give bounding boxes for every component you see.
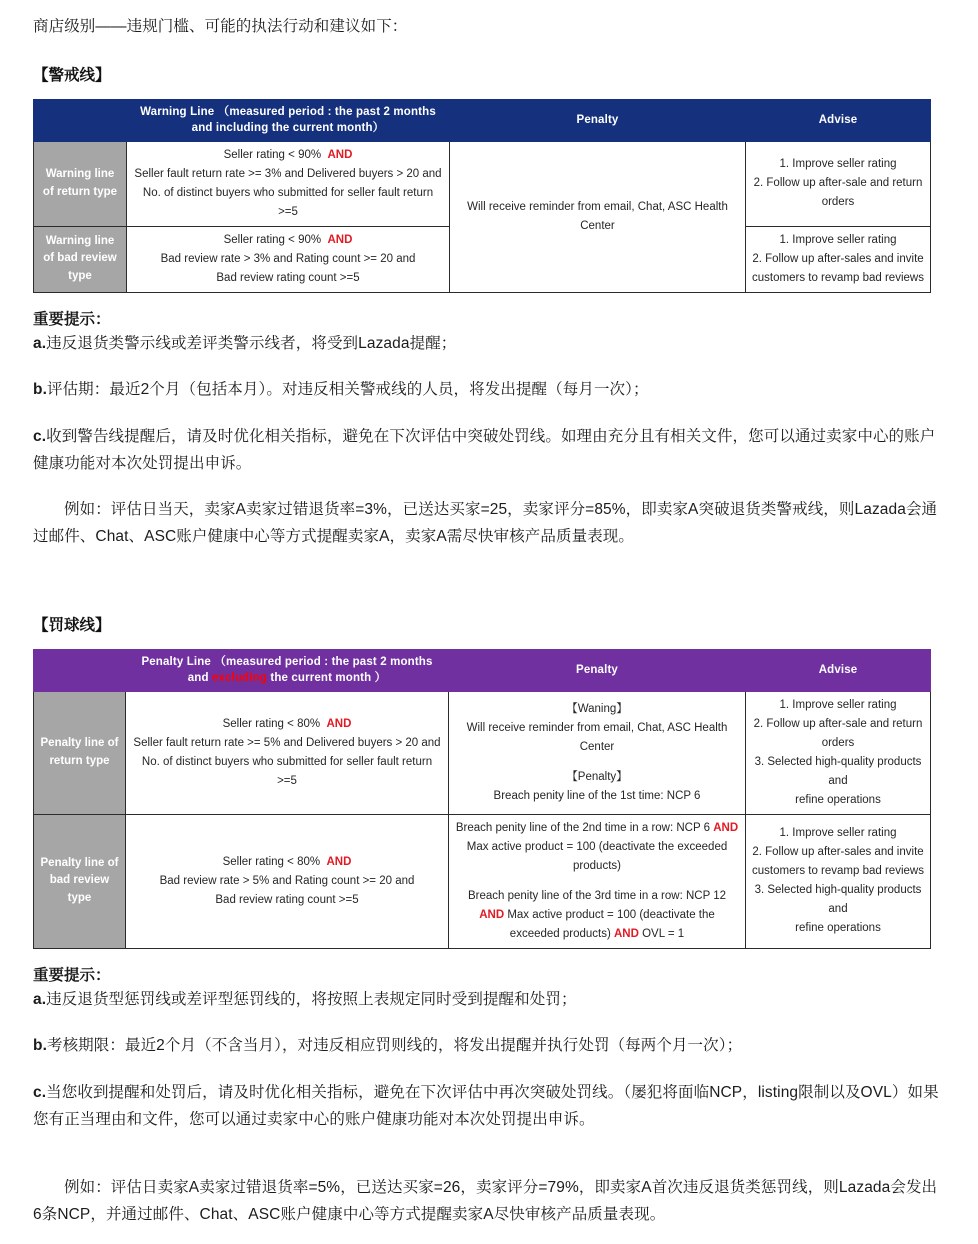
condition-line — [133, 231, 443, 250]
table-row — [34, 814, 931, 948]
warning-condition-badreview — [127, 226, 450, 292]
advise-line: orders — [821, 737, 855, 749]
row-label-line: of — [107, 737, 119, 750]
row-label-line: return type — [49, 754, 110, 767]
tip-text: 当您收到提醒和处罚后，请及时优化相关指标，避免在下次评估中再次突破处罚线。（屡犯将面临NCP，listing限制以及OVL）如果您有正当理由和文件，您可以通过卖家中心的账户健康功能对本次处罚提出申诉。 — [33, 1084, 939, 1128]
tip-text: 收到警告线提醒后，请及时优化相关指标，避免在下次评估中突破处罚线。如理由充分且有相关文件，您可以通过卖家中心的账户健康功能对本次处罚提出申诉。 — [33, 428, 936, 472]
warning-example: 例如：评估日当天，卖家A卖家过错退货率=3%，已送达买家=25，卖家评分=85%，即卖家A突破退货类警戒线，则Lazada会通过邮件、Chat、ASC账户健康中心等方式提醒卖家A，卖家A需尽快审核产品质量表现。 — [33, 501, 938, 546]
advise-line: refine operations — [795, 793, 881, 806]
condition-line: Bad review rate > 3% and Rating count >= 20 and — [160, 252, 416, 265]
row-label-line: of — [107, 856, 119, 869]
condition-line: No. of distinct buyers who submitted for seller fault return >=5 — [142, 186, 434, 218]
penalty-tip-c — [33, 1080, 945, 1133]
row-label-line: Penalty line — [40, 737, 105, 750]
row-label-line: of — [42, 185, 54, 198]
advise-line: refine operations — [795, 922, 881, 935]
advise-line: orders — [821, 196, 855, 209]
warning-header-corner — [34, 99, 127, 141]
warning-header-penalty: Penalty — [450, 99, 746, 141]
penalty-gap — [455, 757, 739, 768]
advise-line: 2. Follow up after-sale and return — [753, 177, 923, 190]
and-keyword: AND — [614, 927, 639, 940]
advise-line: 2. Follow up after-sales and invite — [752, 846, 924, 859]
tip-text: 违反退货型惩罚线或差评型惩罚线的，将按照上表规定同时受到提醒和处罚； — [46, 990, 577, 1008]
penalty-line: 【Waning】 — [566, 703, 628, 716]
table-row — [34, 692, 931, 815]
advise-line: 1. Improve seller rating — [779, 827, 897, 840]
warning-tip-a — [33, 331, 945, 358]
spacer — [33, 1139, 945, 1175]
advise-line: customers to revamp bad reviews — [752, 271, 924, 284]
and-keyword: AND — [326, 718, 352, 731]
warning-header-title: Warning Line — [140, 105, 215, 118]
penalty-condition-badreview — [126, 814, 449, 948]
penalty-line: Will receive reminder from email, Chat, ASC Health Center — [466, 722, 728, 753]
tip-text: 违反退货类警示线或差评类警示线者，将受到Lazada提醒； — [46, 334, 457, 352]
advise-line: 1. Improve seller rating — [779, 699, 897, 712]
warning-advise-badreview — [746, 226, 931, 292]
spacer — [33, 363, 945, 377]
penalty-row-label-return — [34, 692, 126, 815]
spacer — [33, 410, 945, 424]
table-row — [34, 142, 931, 227]
spacer — [33, 1066, 945, 1080]
and-keyword: AND — [713, 821, 739, 834]
penalty-header-main — [126, 649, 449, 691]
condition-line: Bad review rating count >=5 — [216, 271, 360, 284]
penalty-penalty-return — [449, 692, 746, 815]
intro-paragraph: 商店级别——违规门槛、可能的执法行动和建议如下： — [33, 18, 408, 35]
condition-line: No. of distinct buyers who submitted for seller fault return >=5 — [141, 755, 433, 787]
tip-letter: a. — [33, 334, 47, 352]
warning-tip-b — [33, 377, 945, 404]
penalty-row-label-badreview — [34, 814, 126, 948]
breach-3rd-pre: Breach penity line of the 3rd time in a row: NCP 12 — [467, 889, 727, 902]
penalty-advise-badreview — [746, 814, 931, 948]
condition-text: Seller rating < 90% — [223, 149, 322, 161]
warning-row-label-return — [34, 142, 127, 227]
condition-line: Seller fault return rate >= 3% and Delivered buyers > 20 and — [134, 167, 442, 180]
advise-line: 2. Follow up after-sale and return — [753, 718, 923, 731]
row-label-line: Warning line — [45, 168, 115, 181]
penalty-line-table — [33, 649, 931, 949]
and-keyword: AND — [479, 908, 505, 921]
warning-header-period: （measured period : the past 2 months and including the current month） — [191, 105, 436, 135]
condition-line — [133, 146, 443, 165]
period-pre: （measured period : the past 2 months and — [187, 655, 433, 685]
row-label-line: of — [43, 252, 55, 265]
warning-condition-return — [127, 142, 450, 227]
penalty-tip-a — [33, 987, 945, 1014]
penalty-line: Breach penity line of the 1st time: NCP 6 — [493, 789, 701, 802]
condition-text: Seller rating < 80% — [222, 855, 321, 868]
penalty-breach-2nd — [455, 819, 739, 876]
breach-2nd-post: Max active product = 100 (deactivate the exceeded products) — [466, 840, 728, 872]
tip-text: 考核期限：最近2个月（不含当月），对违反相应罚则线的，将发出提醒并执行处罚（每两个月一次）； — [46, 1037, 743, 1055]
penalty-header-corner — [34, 649, 126, 691]
breach-3rd-post: OVL = 1 — [638, 927, 685, 940]
condition-line: Bad review rating count >=5 — [215, 893, 359, 906]
period-post: the current month ） — [267, 672, 387, 685]
spacer — [33, 557, 945, 613]
excluding-keyword: excluding — [211, 672, 267, 685]
penalty-tips-title: 重要提示： — [33, 966, 111, 984]
penalty-header-advise: Advise — [746, 649, 931, 691]
tip-letter: b. — [33, 1037, 47, 1055]
penalty-line: 【Penalty】 — [566, 770, 628, 783]
penalty-condition-return — [126, 692, 449, 815]
penalty-breach-3rd — [455, 887, 739, 944]
warning-row-label-badreview — [34, 226, 127, 292]
advise-line: 3. Selected high-quality products and — [754, 884, 922, 916]
condition-line — [132, 853, 442, 872]
and-keyword: AND — [327, 233, 353, 246]
condition-line: Bad review rate > 5% and Rating count >= 20 and — [159, 874, 415, 887]
spacer — [33, 1019, 945, 1033]
condition-text: Seller rating < 80% — [222, 718, 321, 731]
advise-line: 1. Improve seller rating — [779, 233, 897, 246]
condition-text: Seller rating < 90% — [223, 233, 322, 246]
warning-header-advise: Advise — [746, 99, 931, 141]
tip-text: 评估期：最近2个月（包括本月）。对违反相关警戒线的人员，将发出提醒（每月一次）； — [46, 381, 649, 399]
tip-letter: c. — [33, 1084, 47, 1101]
warning-line-heading: 【警戒线】 — [33, 66, 111, 84]
advise-line: customers to revamp bad reviews — [752, 865, 924, 878]
advise-line: 3. Selected high-quality products and — [754, 755, 922, 787]
warning-tip-c — [33, 424, 945, 477]
penalty-advise-return — [746, 692, 931, 815]
tip-letter: a. — [33, 990, 47, 1008]
condition-line — [132, 715, 442, 734]
penalty-gap — [455, 876, 739, 887]
warning-advise-return — [746, 142, 931, 227]
advise-line: 1. Improve seller rating — [779, 158, 897, 171]
penalty-line-heading: 【罚球线】 — [33, 616, 111, 634]
warning-table-header-row — [34, 99, 931, 141]
penalty-header-title: Penalty Line — [141, 655, 211, 668]
tip-letter: b. — [33, 381, 47, 399]
penalty-header-period — [188, 656, 433, 685]
penalty-penalty-badreview — [449, 814, 746, 948]
penalty-table-header-row — [34, 649, 931, 691]
row-label-line: return type — [56, 185, 118, 198]
breach-3rd-mid: Max active product = 100 (deactivate the exceeded products) — [504, 908, 715, 940]
warning-tips-title: 重要提示： — [33, 310, 111, 328]
row-label-line: Penalty line — [40, 856, 105, 869]
penalty-tip-b — [33, 1033, 945, 1060]
spacer — [33, 483, 945, 497]
breach-2nd-pre: Breach penity line of the 2nd time in a row: NCP 6 — [455, 821, 714, 834]
row-label-line: bad review type — [57, 252, 117, 283]
warning-penalty-merged: Will receive reminder from email, Chat, ASC Health Center — [450, 142, 746, 293]
penalty-example: 例如：评估日卖家A卖家过错退货率=5%，已送达买家=26，卖家评分=79%，即卖家A首次违反退货类惩罚线，则Lazada会发出6条NCP，并通过邮件、Chat、ASC账户健康中心等方式提醒卖家A尽快审核产品质量表现。 — [33, 1179, 938, 1223]
row-label-line: bad review type — [49, 874, 110, 905]
row-label-line: Warning line — [45, 234, 115, 247]
warning-header-main — [127, 99, 450, 141]
condition-line: Seller fault return rate >= 5% and Delivered buyers > 20 and — [133, 737, 441, 749]
penalty-header-penalty: Penalty — [449, 649, 746, 691]
warning-line-table — [33, 99, 931, 293]
and-keyword: AND — [327, 149, 353, 161]
and-keyword: AND — [326, 855, 352, 868]
advise-line: 2. Follow up after-sales and invite — [752, 252, 924, 265]
tip-letter: c. — [33, 428, 47, 446]
